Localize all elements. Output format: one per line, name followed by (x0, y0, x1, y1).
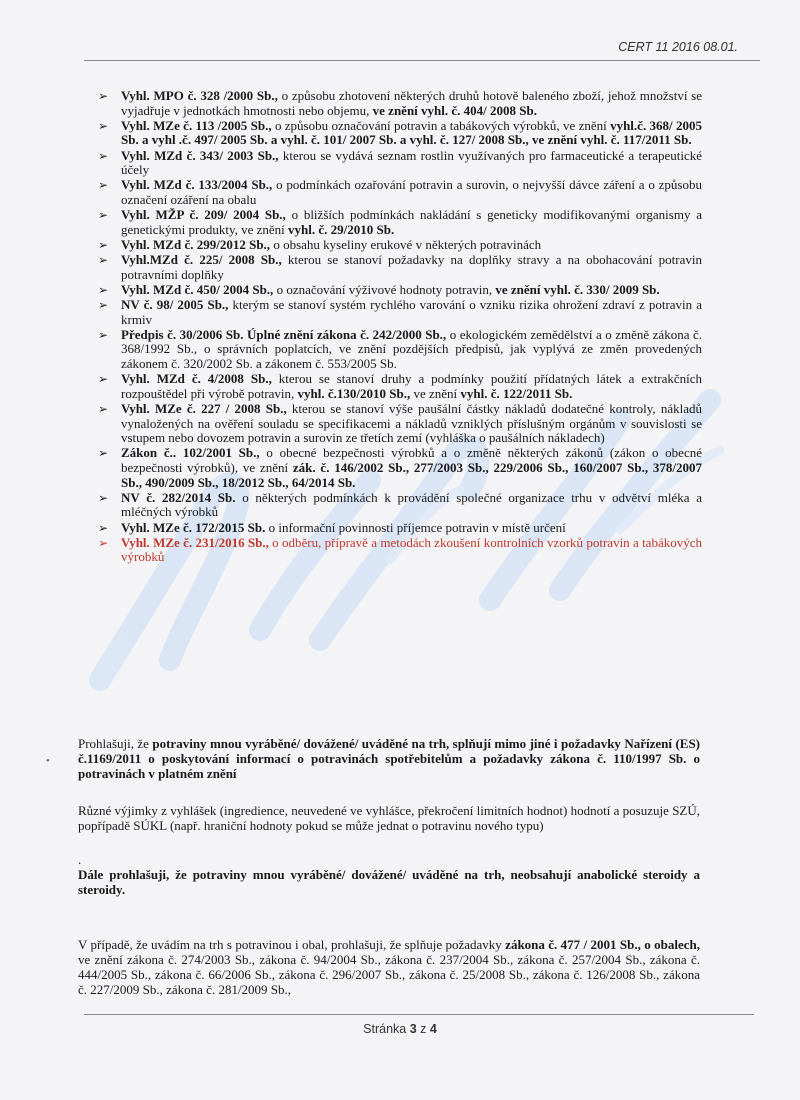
bold-run: Vyhl. MZd č. 4/2008 Sb., (121, 371, 272, 387)
stray-dot: . (78, 852, 82, 867)
bold-run: NV č. 98/ 2005 Sb., (121, 297, 229, 313)
text-run: V případě, že uvádím na trh s potravinou i obal, prohlašuji, že splňuje požadavky (78, 937, 506, 952)
arrowhead-bullet-icon: ➢ (98, 148, 109, 163)
regulation-item (96, 208, 702, 237)
bold-run: Vyhl. MZe č. 227 / 2008 Sb., (121, 401, 287, 416)
text-run: Prohlašuji, že (78, 736, 153, 751)
arrowhead-bullet-icon: ➢ (98, 118, 109, 133)
bold-run: Vyhl. MZd č. 450/ 2004 Sb., (121, 281, 274, 297)
bold-run: vyhl. č.130/2010 Sb., (297, 385, 411, 401)
regulation-item (96, 402, 702, 446)
arrowhead-bullet-icon: ➢ (98, 89, 109, 103)
arrowhead-bullet-icon: ➢ (98, 535, 109, 550)
bold-run: ve znění vyhl. č. 330/ 2009 Sb. (495, 281, 660, 297)
arrowhead-bullet-icon: ➢ (98, 402, 109, 416)
bold-run: Vyhl. MPO č. 328 /2000 Sb., (121, 88, 278, 103)
arrowhead-bullet-icon: ➢ (98, 490, 109, 505)
text-run: o způsobu označování potravin a tabákových výrobků, ve znění (271, 117, 611, 133)
document-code: CERT 11 2016 08.01. (618, 40, 738, 54)
text-run: o odběru, přípravě a metodách zkoušení kontrolních vzorků potravin a tabákových výrobků (121, 534, 702, 565)
bold-run: vyhl.č. 368/ 2005 Sb. a vyhl .č. 497/ 2005 Sb. a vyhl. č. 101/ 2007 Sb. a vyhl. č. 127/ 2008 Sb., ve znění vyhl. č. 117/2011 Sb. (121, 117, 702, 148)
arrowhead-bullet-icon: ➢ (98, 237, 109, 252)
arrowhead-bullet-icon: ➢ (98, 208, 109, 223)
bold-run: Vyhl. MZd č. 343/ 2003 Sb., (121, 147, 279, 163)
text-run: o označování výživové hodnoty potravin, (273, 281, 496, 297)
bold-run: Zákon č.. 102/2001 Sb., (121, 445, 260, 461)
arrowhead-bullet-icon: ➢ (98, 446, 109, 461)
bold-run: ve znění vyhl. č. 404/ 2008 Sb. (372, 102, 537, 118)
text-run: kterou se stanoví výše paušální částky nákladů dodatečné kontroly, nákladů vynaložených na ověření souladu se specifikacemi a nákladů vzniklých příslušným orgánům v souvislosti se vstupem nebo dovozem potravin a surovin ze třetích zemí (vyhláška o paušálních nákladech) (121, 401, 702, 446)
regulation-item (96, 446, 702, 490)
packaging-paragraph (78, 937, 700, 997)
arrowhead-bullet-icon: ➢ (98, 253, 109, 268)
regulation-item (96, 238, 702, 253)
regulation-item (96, 491, 702, 520)
regulation-item (96, 119, 702, 148)
bold-run: Vyhl. MŽP č. 209/ 2004 Sb., (121, 207, 286, 223)
footer-page-number: 3 (409, 1022, 417, 1036)
bold-run: vyhl. č. 122/2011 Sb. (460, 385, 573, 401)
text-run: o bližších podmínkách nakládání s geneticky modifikovanými organismy a genetickými produkty, ve znění (121, 207, 702, 237)
arrowhead-bullet-icon: ➢ (98, 520, 109, 535)
bold-run: Vyhl. MZd č. 299/2012 Sb., (121, 236, 271, 252)
text-run: kterou se stanoví požadavky na doplňky stravy a na obohacování potravin potravními doplňky (121, 252, 702, 282)
bold-run: zák. č. 146/2002 Sb., 277/2003 Sb., 229/2006 Sb., 160/2007 Sb., 378/2007 Sb., 490/2009 Sb., 18/2012 Sb., 64/2014 Sb. (121, 459, 702, 490)
text-run: ve znění (410, 385, 461, 401)
bold-run: Vyhl. MZe č. 113 /2005 Sb., (121, 117, 272, 133)
arrowhead-bullet-icon: ➢ (98, 178, 109, 193)
text-run: ve znění zákona č. 274/2003 Sb., zákona č. 94/2004 Sb., zákona č. 237/2004 Sb., zákona č. 257/2004 Sb., zákona č. 444/2005 Sb., zákona č. 66/2006 Sb., zákona č. 296/2007 Sb., zákona č. 25/2008 Sb., zákona č. 126/2008 Sb., zákona č. 227/2009 Sb., zákona č. 281/2009 Sb., (78, 952, 700, 997)
page-footer (0, 1022, 800, 1036)
header-divider (84, 60, 760, 61)
text-run: kterou se stanoví druhy a podmínky použití přídatných látek a extrakčních rozpouštědel při výrobě potravin, (121, 371, 702, 401)
text-run: o některých podmínkách k provádění společné organizace trhu v odvětví mléka a mléčných výrobků (121, 489, 702, 520)
text-run: kterou se vydává seznam rostlin využívaných pro farmaceutické a terapeutické účely (121, 147, 702, 178)
bold-run: Vyhl.MZd č. 225/ 2008 Sb., (121, 252, 282, 268)
steroids-declaration: Dále prohlašuji, že potraviny mnou vyráběné/ dovážené/ uváděné na trh, neobsahují anabolické steroidy a steroidy. (78, 867, 700, 897)
bold-run: Předpis č. 30/2006 Sb. Úplné znění zákona č. 242/2000 Sb., (121, 326, 447, 342)
regulation-item (96, 253, 702, 282)
exceptions-paragraph: Různé výjimky z vyhlášek (ingredience, neuvedené ve vyhlášce, překročení limitních hodnot) hodnotí a posuzuje SZÚ, popřípadě SÚKL (např. hraniční hodnoty pokud se může jednat o potravinu nového typu) (78, 803, 700, 833)
regulation-item (96, 89, 702, 118)
footer-page-total: 4 (429, 1022, 437, 1036)
text-run: o informační povinnosti příjemce potravin v místě určení (265, 519, 566, 535)
regulation-item (96, 372, 702, 401)
footer-divider (84, 1014, 754, 1015)
footer-prefix: Stránka (363, 1022, 410, 1036)
text-run: o ekologickém zemědělství a o změně zákona č. 368/1992 Sb., o správních poplatcích, ve znění pozdějších předpisů, jak vyplývá ze změn provedených zákonem č. 320/2002 Sb. a zákonem č. 553/2005 Sb. (121, 326, 702, 372)
bold-run: potraviny mnou vyráběné/ dovážené/ uváděné na trh, splňují mimo jiné i požadavky Nařízení (ES) č.1169/2011 o poskytování informací o potravinách spotřebitelům a požadavky zákona č. 110/1997 Sb. o potravinách v platném znění (78, 736, 700, 781)
text-run: o obsahu kyseliny erukové v některých potravinách (270, 236, 542, 252)
text-run: o způsobu zhotovení některých druhů hotově baleného zboží, jehož množství se vyjadřuje v jednotkách hmotnosti nebo objemu, (121, 88, 703, 118)
regulation-item (96, 521, 702, 536)
regulation-item (96, 178, 702, 207)
bold-run: Vyhl. MZe č. 172/2015 Sb. (121, 519, 266, 535)
text-run: kterým se stanoví systém rychlého varování o vzniku rizika ohrožení zdraví z potravin a krmiv (121, 297, 702, 327)
text-run: o podmínkách ozařování potravin a surovin, o nejvyšší dávce záření a o způsobu označení ozáření na obalu (121, 177, 702, 207)
text-run: o obecné bezpečnosti výrobků a o změně některých zákonů (zákon o obecné bezpečnosti výrobků), ve znění (121, 445, 702, 475)
bold-run: Vyhl. MZd č. 133/2004 Sb., (121, 177, 273, 193)
regulation-item (96, 283, 702, 298)
bold-run: NV č. 282/2014 Sb. (121, 489, 236, 505)
arrowhead-bullet-icon: ➢ (98, 372, 109, 387)
footer-separator: z (416, 1022, 430, 1036)
bold-run: vyhl. č. 29/2010 Sb. (288, 221, 395, 237)
arrowhead-bullet-icon: ➢ (98, 282, 109, 297)
regulation-item (96, 328, 702, 372)
bold-run: Vyhl. MZe č. 231/2016 Sb., (121, 534, 269, 550)
regulation-item (96, 149, 702, 178)
regulations-list (96, 89, 702, 566)
regulation-item (96, 298, 702, 327)
arrowhead-bullet-icon: ➢ (98, 327, 109, 342)
arrowhead-bullet-icon: ➢ (98, 298, 109, 313)
margin-mark: • (46, 755, 50, 767)
declaration-paragraph (78, 736, 700, 781)
bold-run: zákona č. 477 / 2001 Sb., o obalech, (505, 937, 700, 952)
regulation-item (96, 536, 702, 565)
